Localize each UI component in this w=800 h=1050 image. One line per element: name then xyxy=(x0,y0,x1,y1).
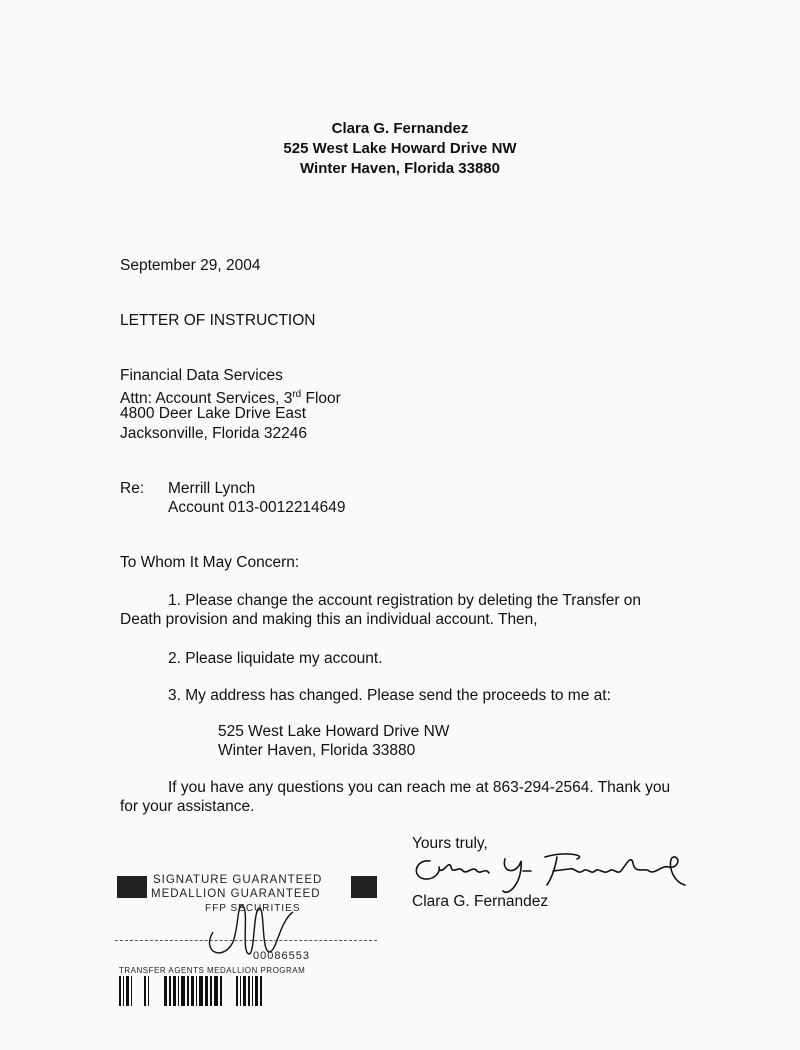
medallion-stamp xyxy=(115,872,385,1012)
letterhead-city: Winter Haven, Florida 33880 xyxy=(300,160,500,177)
letter-heading: LETTER OF INSTRUCTION xyxy=(120,312,316,329)
new-address-line2: Winter Haven, Florida 33880 xyxy=(218,742,416,759)
stamp-number: 00086553 xyxy=(253,950,310,962)
item3: 3. My address has changed. Please send the proceeds to me at: xyxy=(168,687,611,704)
recipient-line2-prefix: Attn: Account Services, 3 xyxy=(120,390,293,408)
stamp-line1: SIGNATURE GUARANTEED xyxy=(153,874,323,886)
stamp-barcode xyxy=(119,976,264,1008)
stamp-signature xyxy=(193,892,303,962)
printed-name: Clara G. Fernandez xyxy=(412,893,549,910)
recipient-line2-suffix: Floor xyxy=(301,390,341,408)
closing-salutation: Yours truly, xyxy=(412,835,488,852)
recipient-line3: 4800 Deer Lake Drive East xyxy=(120,405,307,422)
stamp-emblem-left xyxy=(117,876,147,898)
item1-line1: 1. Please change the account registration by deleting the Transfer on xyxy=(168,592,642,609)
closing-line2: for your assistance. xyxy=(120,798,255,815)
item1-line2: Death provision and making this an individual account. Then, xyxy=(120,611,538,628)
stamp-line4: TRANSFER AGENTS MEDALLION PROGRAM xyxy=(119,966,306,975)
salutation: To Whom It May Concern: xyxy=(120,554,300,571)
re-label: Re: xyxy=(120,480,145,497)
re-line2: Account 013-0012214649 xyxy=(168,499,346,516)
recipient-line4: Jacksonville, Florida 32246 xyxy=(120,425,307,442)
letter-date: September 29, 2004 xyxy=(120,257,261,274)
new-address-line1: 525 West Lake Howard Drive NW xyxy=(218,723,450,740)
re-line1: Merrill Lynch xyxy=(168,480,256,497)
recipient-line1: Financial Data Services xyxy=(120,367,283,384)
recipient-line2-sup: rd xyxy=(292,389,302,400)
letterhead-name: Clara G. Fernandez xyxy=(331,120,469,137)
closing-line1: If you have any questions you can reach me at 863-294-2564. Thank you xyxy=(168,779,671,796)
stamp-emblem-right xyxy=(351,876,377,898)
item2: 2. Please liquidate my account. xyxy=(168,650,383,667)
stamp-line2: MEDALLION GUARANTEED xyxy=(151,888,321,900)
stamp-line3: FFP SECURITIES xyxy=(205,903,301,914)
letterhead-street: 525 West Lake Howard Drive NW xyxy=(283,140,517,157)
